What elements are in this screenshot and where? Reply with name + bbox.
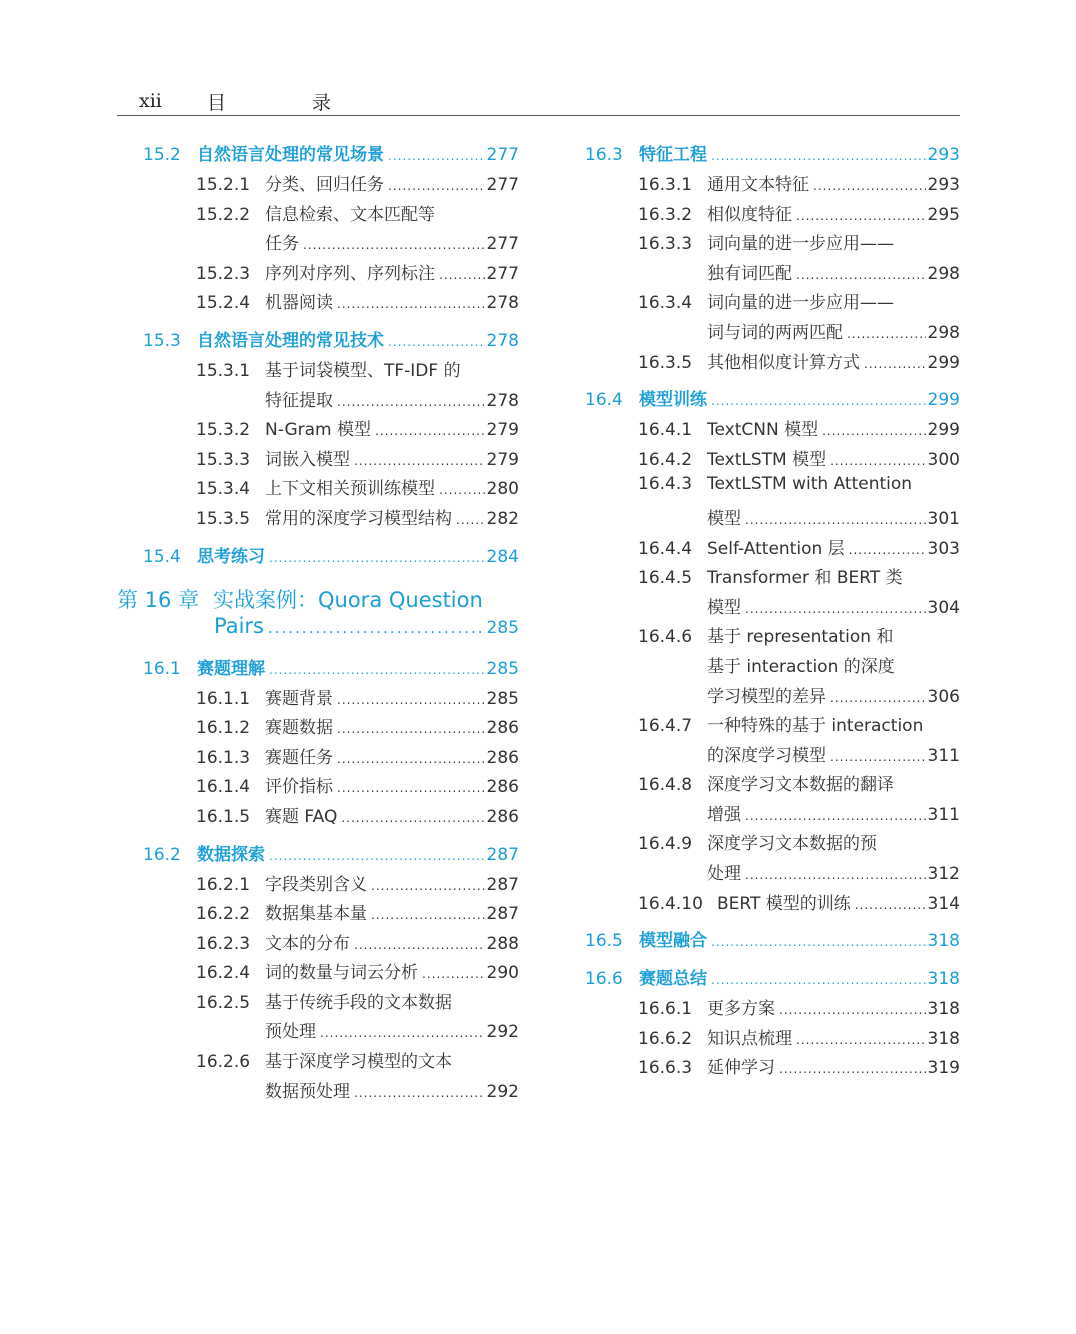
subsection-title: 相似度特征 [707,204,792,225]
page-number: 312 [927,864,960,885]
page-title: 目 录 [207,92,372,114]
subsection-title: 机器阅读 [265,293,333,314]
subsection-number: 16.3.4 [638,293,693,314]
page-number: 298 [927,263,960,284]
toc-subsection-entry[interactable] [117,229,519,259]
subsection-title: 更多方案 [707,999,775,1020]
dot-leader [371,908,485,922]
subsection-title: 词向量的进一步应用—— [707,234,894,255]
toc-subsection-entry[interactable] [117,802,519,832]
page-number: 282 [486,508,519,529]
subsection-number: 16.1.4 [196,777,251,798]
dot-leader [822,424,925,438]
dot-leader [303,238,485,252]
subsection-number: 15.2.2 [196,204,251,225]
page-number: 278 [486,330,519,351]
toc-subsection-entry[interactable] [117,474,519,504]
toc-subsection-entry[interactable] [585,415,960,445]
toc-subsection-entry[interactable] [117,988,519,1018]
subsection-number: 16.3.3 [638,234,693,255]
toc-subsection-entry[interactable] [585,622,960,652]
page-number: 306 [927,686,960,707]
page-number: 301 [927,508,960,529]
dot-leader [456,513,485,527]
section-title: 自然语言处理的常见技术 [197,330,384,351]
page-number: 299 [927,352,960,373]
chapter-number: 第 16 章 [117,587,200,612]
subsection-title: TextLSTM 模型 [707,449,827,470]
dot-leader [337,693,485,707]
subsection-title: 延伸学习 [707,1058,775,1079]
subsection-number: 16.4.9 [638,834,693,855]
subsection-number: 15.3.3 [196,449,251,470]
subsection-title: 词嵌入模型 [265,449,350,470]
toc-subsection-entry[interactable] [585,770,960,800]
page-number: 292 [486,1022,519,1043]
toc-subsection-entry[interactable] [117,504,519,534]
dot-leader [337,722,485,736]
page-number: 318 [927,1028,960,1049]
toc-subsection-entry[interactable] [117,772,519,802]
subsection-number: 16.1.1 [196,688,251,709]
toc-section-entry[interactable] [117,326,519,356]
subsection-title: 数据集基本量 [265,904,367,925]
dot-leader [388,335,485,349]
page-number: 292 [486,1081,519,1102]
page-header [117,84,960,116]
subsection-number: 15.3.1 [196,360,251,381]
page-number: 311 [927,745,960,766]
toc-subsection-entry[interactable] [585,682,960,712]
dot-leader [711,149,926,163]
subsection-title: 任务 [265,234,299,255]
toc-subsection-entry[interactable] [585,348,960,378]
subsection-title: 上下文相关预训练模型 [265,479,435,500]
subsection-title: 预处理 [265,1022,316,1043]
toc-subsection-entry[interactable] [585,652,960,682]
section-number: 15.4 [143,546,181,567]
toc-subsection-entry[interactable] [585,1053,960,1083]
toc-subsection-entry[interactable] [117,713,519,743]
chapter-title: 实战案例：Quora Question [213,587,483,612]
dot-leader [864,357,926,371]
page-number: 279 [486,449,519,470]
dot-leader [341,811,484,825]
toc-subsection-entry[interactable] [585,829,960,859]
subsection-number: 16.6.2 [638,1028,693,1049]
page-number: 277 [486,263,519,284]
page-number: 287 [486,844,519,865]
subsection-title: 一种特殊的基于 interaction [707,716,924,737]
subsection-title: BERT 模型的训练 [717,893,851,914]
toc-section-entry[interactable] [585,140,960,170]
subsection-title: 赛题数据 [265,718,333,739]
subsection-title: 赛题 FAQ [265,806,338,827]
dot-leader [371,879,485,893]
dot-leader [269,849,485,863]
dot-leader [422,967,485,981]
subsection-number: 16.4.7 [638,716,693,737]
dot-leader [269,551,485,565]
subsection-title: 深度学习文本数据的预 [707,834,877,855]
subsection-number: 16.6.1 [638,999,693,1020]
subsection-number: 16.4.6 [638,627,693,648]
toc-subsection-entry[interactable] [585,445,960,475]
subsection-title: 通用文本特征 [707,175,809,195]
subsection-number: 16.2.2 [196,904,251,925]
page-number: 293 [927,145,960,165]
toc-subsection-entry[interactable] [585,318,960,348]
page-number: 299 [927,420,960,441]
subsection-title: 模型 [707,597,741,618]
dot-leader [745,513,926,527]
dot-leader [847,327,926,341]
subsection-number: 16.4.3 [638,474,693,495]
subsection-title: 字段类别含义 [265,874,367,895]
subsection-number: 16.3.2 [638,204,693,225]
toc-section-entry[interactable] [585,926,960,956]
page-number: 279 [486,420,519,441]
subsection-number: 16.2.1 [196,874,251,895]
header-rule [117,115,960,116]
page-number: 287 [486,874,519,895]
dot-leader [745,602,926,616]
toc-subsection-entry[interactable] [585,259,960,289]
page-number: 286 [486,718,519,739]
dot-leader [711,935,926,949]
toc-subsection-entry[interactable] [585,593,960,623]
dot-leader [796,1033,926,1047]
toc-section-entry[interactable] [117,140,519,170]
subsection-title: 独有词匹配 [707,263,792,284]
subsection-title: 分类、回归任务 [265,175,384,195]
page-number: 286 [486,747,519,768]
toc-subsection-entry[interactable] [585,741,960,771]
subsection-title: 词与词的两两匹配 [707,322,843,343]
page-number: 319 [927,1058,960,1079]
toc-subsection-entry[interactable] [117,1017,519,1047]
dot-leader [269,663,485,677]
toc-subsection-entry[interactable] [117,415,519,445]
subsection-title: 赛题任务 [265,747,333,768]
dot-leader [855,898,926,912]
page-number: 286 [486,806,519,827]
toc-subsection-entry[interactable] [117,1077,519,1107]
page-number: xii [139,90,162,112]
page-number: 278 [486,390,519,411]
subsection-title: 评价指标 [265,777,333,798]
dot-leader [813,179,926,193]
section-title: 数据探索 [197,844,265,865]
toc-subsection-entry[interactable] [117,356,519,386]
subsection-number: 16.1.2 [196,718,251,739]
subsection-title: 基于深度学习模型的文本 [265,1052,452,1073]
subsection-number: 15.3.4 [196,479,251,500]
toc-subsection-entry[interactable] [585,859,960,889]
dot-leader [337,297,485,311]
subsection-title: 知识点梳理 [707,1028,792,1049]
subsection-number: 16.4.8 [638,775,693,796]
subsection-title: 数据预处理 [265,1081,350,1102]
section-title: 模型融合 [639,931,707,952]
dot-leader [337,781,485,795]
page-number: 299 [927,390,960,411]
toc-subsection-entry[interactable] [585,800,960,830]
subsection-title: 序列对序列、序列标注 [265,263,435,284]
toc-subsection-entry[interactable] [585,200,960,230]
subsection-number: 16.2.5 [196,992,251,1013]
dot-leader [745,809,926,823]
section-number: 16.3 [585,145,623,165]
section-number: 15.2 [143,145,181,165]
page-number: 314 [927,893,960,914]
dot-leader [779,1003,926,1017]
subsection-number: 16.4.5 [638,568,693,589]
subsection-number: 15.2.3 [196,263,251,284]
subsection-title: 的深度学习模型 [707,745,826,766]
page-number: 288 [486,933,519,954]
dot-leader [388,149,485,163]
section-number: 16.5 [585,931,623,952]
dot-leader [268,619,485,637]
subsection-number: 16.4.1 [638,420,693,441]
chapter-page-number: 285 [486,617,519,638]
subsection-number: 16.3.5 [638,352,693,373]
toc-section-entry[interactable] [585,964,960,994]
subsection-title: TextLSTM with Attention [707,474,913,495]
subsection-number: 16.4.10 [638,893,703,914]
page-number: 311 [927,804,960,825]
subsection-number: 16.6.3 [638,1058,693,1079]
dot-leader [796,209,926,223]
page-number: 287 [486,904,519,925]
toc-chapter-entry[interactable] [117,584,519,646]
page-number: 277 [486,175,519,195]
dot-leader [711,394,926,408]
section-number: 16.2 [143,844,181,865]
dot-leader [337,752,485,766]
toc-subsection-entry[interactable] [117,958,519,988]
section-number: 16.1 [143,658,181,679]
subsection-title: 词的数量与词云分析 [265,963,418,984]
dot-leader [796,268,926,282]
subsection-title: 处理 [707,864,741,885]
section-title: 自然语言处理的常见场景 [197,145,384,165]
subsection-title: 基于 interaction 的深度 [707,656,895,677]
dot-leader [830,691,926,705]
subsection-title: Transformer 和 BERT 类 [707,568,903,589]
toc-subsection-entry[interactable] [117,929,519,959]
section-number: 15.3 [143,330,181,351]
page-number: 286 [486,777,519,798]
page-number: 293 [927,175,960,195]
subsection-title: Self-Attention 层 [707,538,845,559]
toc-section-entry[interactable] [117,542,519,572]
toc-subsection-entry[interactable] [585,994,960,1024]
dot-leader [320,1026,485,1040]
subsection-title: 词向量的进一步应用—— [707,293,894,314]
page-number: 318 [927,999,960,1020]
subsection-number: 16.2.3 [196,933,251,954]
toc-subsection-entry[interactable] [117,743,519,773]
dot-leader [439,483,485,497]
section-title: 赛题总结 [639,969,707,990]
toc-subsection-entry[interactable] [585,474,960,504]
toc-subsection-entry[interactable] [117,288,519,318]
subsection-title: 文本的分布 [265,933,350,954]
section-number: 16.6 [585,969,623,990]
toc-subsection-entry[interactable] [585,170,960,200]
dot-leader [354,1086,485,1100]
subsection-title: 特征提取 [265,390,333,411]
subsection-title: 学习模型的差异 [707,686,826,707]
toc-subsection-entry[interactable] [117,386,519,416]
subsection-title: 常用的深度学习模型结构 [265,508,452,529]
dot-leader [830,750,926,764]
toc-subsection-entry[interactable] [117,259,519,289]
page-number: 285 [486,688,519,709]
chapter-title-line [117,614,519,646]
subsection-number: 15.2.1 [196,175,251,195]
dot-leader [439,268,485,282]
toc-subsection-entry[interactable] [585,711,960,741]
subsection-title: 其他相似度计算方式 [707,352,860,373]
chapter-title: Pairs [214,613,264,638]
toc-subsection-entry[interactable] [585,1024,960,1054]
page-number: 284 [486,546,519,567]
toc-section-entry[interactable] [117,654,519,684]
dot-leader [388,179,485,193]
toc-left-column [117,140,519,1106]
toc-subsection-entry[interactable] [117,445,519,475]
toc-subsection-entry[interactable] [117,1047,519,1077]
subsection-number: 16.4.4 [638,538,693,559]
dot-leader [779,1062,926,1076]
subsection-title: 模型 [707,508,741,529]
page-number: 303 [927,538,960,559]
toc-subsection-entry[interactable] [585,563,960,593]
subsection-title: N-Gram 模型 [265,420,372,441]
toc-subsection-entry[interactable] [117,200,519,230]
toc-subsection-entry[interactable] [585,889,960,919]
subsection-number: 16.2.4 [196,963,251,984]
subsection-title: 基于 representation 和 [707,627,894,648]
toc-subsection-entry[interactable] [117,870,519,900]
dot-leader [337,395,485,409]
dot-leader [745,868,926,882]
toc-subsection-entry[interactable] [117,899,519,929]
subsection-number: 15.3.2 [196,420,251,441]
page-number: 278 [486,293,519,314]
subsection-number: 16.4.2 [638,449,693,470]
subsection-title: 基于传统手段的文本数据 [265,992,452,1013]
subsection-title: 赛题背景 [265,688,333,709]
section-title: 特征工程 [639,145,707,165]
page-number: 304 [927,597,960,618]
toc-subsection-entry[interactable] [585,534,960,564]
page-number: 277 [486,234,519,255]
page-number: 318 [927,969,960,990]
dot-leader [354,938,485,952]
page-number: 318 [927,931,960,952]
page-number: 277 [486,145,519,165]
toc-section-entry[interactable] [117,840,519,870]
chapter-title-line [117,584,519,614]
page-number: 298 [927,322,960,343]
dot-leader [354,454,485,468]
section-title: 模型训练 [639,390,707,411]
subsection-number: 16.3.1 [638,175,693,195]
section-number: 16.4 [585,390,623,411]
dot-leader [375,424,485,438]
toc-subsection-entry[interactable] [117,684,519,714]
page-number: 285 [486,658,519,679]
dot-leader [849,543,926,557]
subsection-title: TextCNN 模型 [707,420,819,441]
page-number: 295 [927,204,960,225]
toc-subsection-entry[interactable] [585,229,960,259]
toc-section-entry[interactable] [585,385,960,415]
page-number: 280 [486,479,519,500]
subsection-title: 增强 [707,804,741,825]
page-number: 290 [486,963,519,984]
dot-leader [711,973,926,987]
subsection-title: 信息检索、文本匹配等 [265,204,435,225]
page-number: 300 [927,449,960,470]
toc-subsection-entry[interactable] [117,170,519,200]
subsection-title: 基于词袋模型、TF-IDF 的 [265,360,461,381]
section-title: 赛题理解 [197,658,265,679]
toc-subsection-entry[interactable] [585,288,960,318]
subsection-number: 16.2.6 [196,1052,251,1073]
subsection-number: 15.2.4 [196,293,251,314]
toc-right-column [585,140,960,1083]
dot-leader [830,454,925,468]
subsection-number: 16.1.5 [196,806,251,827]
subsection-number: 15.3.5 [196,508,251,529]
subsection-number: 16.1.3 [196,747,251,768]
subsection-title: 深度学习文本数据的翻译 [707,775,894,796]
toc-subsection-entry[interactable] [585,504,960,534]
section-title: 思考练习 [197,546,265,567]
